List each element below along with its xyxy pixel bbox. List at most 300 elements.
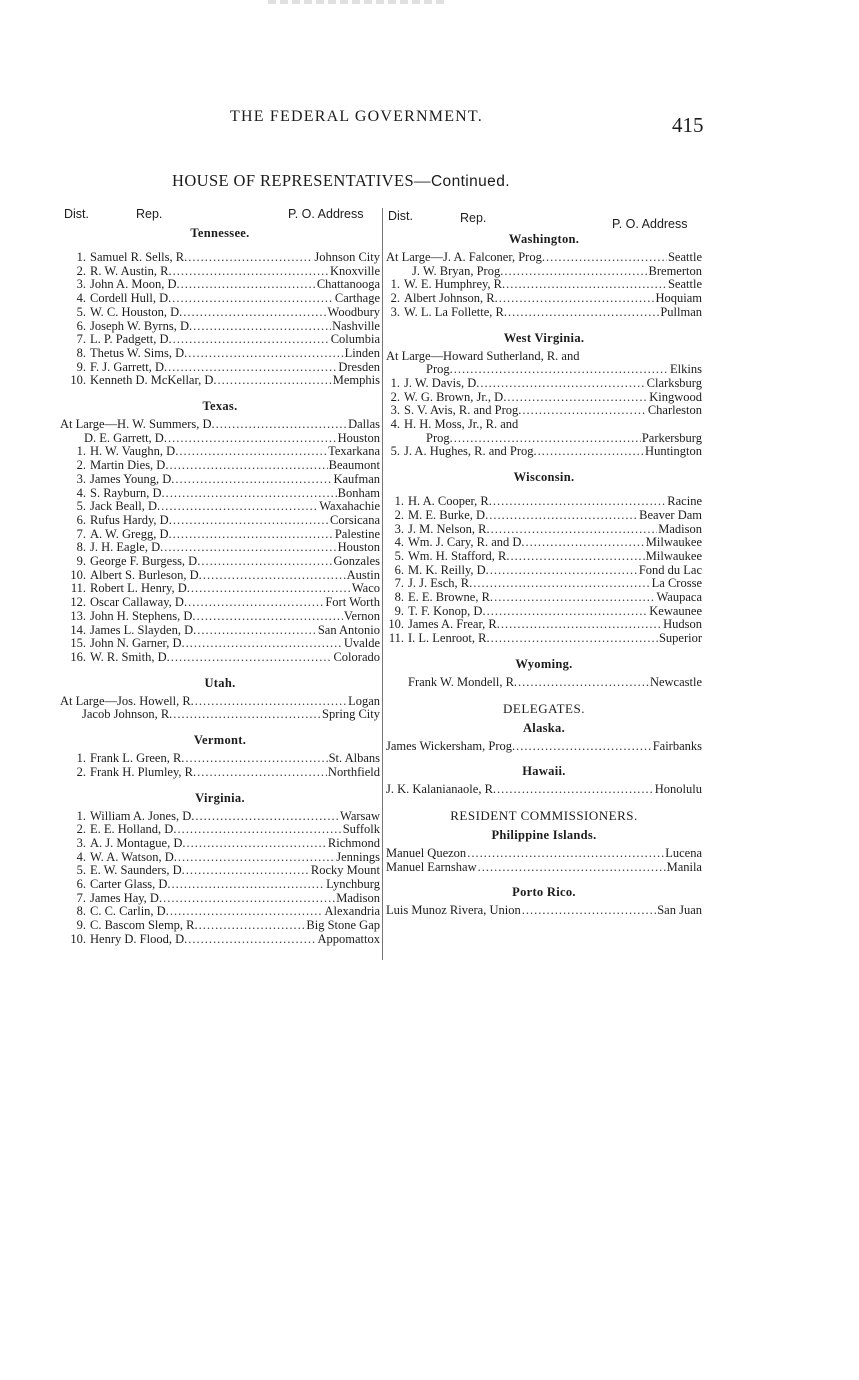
representative-name: Oscar Callaway, D. — [90, 595, 188, 610]
leader-dots — [170, 905, 324, 919]
district-number: 5. — [394, 548, 404, 563]
post-office: Milwaukee — [645, 535, 702, 550]
leader-dots — [518, 676, 649, 690]
list-item — [60, 459, 380, 473]
representative-name: H. H. Moss, Jr., R. and — [404, 417, 519, 432]
list-item — [60, 306, 380, 320]
representative-name: Henry D. Flood, D. — [90, 931, 188, 946]
post-office: Nashville — [332, 318, 380, 333]
post-office: Memphis — [332, 373, 380, 388]
list-item — [60, 695, 380, 709]
post-office: Vernon — [343, 608, 380, 623]
leader-dots — [507, 391, 648, 405]
representative-name: T. F. Konop, D. — [408, 603, 486, 618]
list-item — [386, 861, 702, 875]
list-item — [60, 569, 380, 583]
philippines-list — [386, 847, 702, 874]
running-head: THE FEDERAL GOVERNMENT. — [230, 108, 483, 125]
list-item — [60, 418, 380, 432]
post-office: St. Albans — [328, 751, 380, 766]
representative-name: At Large—Howard Sutherland, R. and — [386, 348, 580, 363]
district-number: 6. — [76, 877, 86, 892]
list-item — [60, 374, 380, 388]
district-number: 7. — [394, 576, 404, 591]
right-po-header: P. O. Address — [612, 217, 688, 231]
representative-name: J. H. Eagle, D. — [90, 540, 164, 555]
representative-name: James Hay, D. — [90, 890, 163, 905]
post-office: Fond du Lac — [638, 562, 702, 577]
representative-name: John H. Stephens, D. — [90, 608, 196, 623]
representative-name: A. W. Gregg, D. — [90, 526, 172, 541]
list-item — [60, 919, 380, 933]
leader-dots — [499, 292, 655, 306]
post-office: Austin — [346, 567, 380, 582]
post-office: Kingwood — [649, 389, 702, 404]
representative-name: C. C. Carlin, D. — [90, 904, 169, 919]
representative-name: At Large—J. A. Falconer, Prog. — [386, 250, 545, 264]
list-item — [60, 766, 380, 780]
list-item — [60, 555, 380, 569]
leader-dots — [538, 445, 644, 459]
leader-dots — [193, 320, 331, 334]
district-number: 1. — [394, 494, 404, 509]
leader-dots — [163, 892, 335, 906]
district-number: 2. — [76, 764, 86, 779]
district-number: 8. — [394, 590, 404, 605]
leader-dots — [487, 605, 649, 619]
district-number: 6. — [76, 512, 86, 527]
post-office: Beaver Dam — [639, 507, 702, 522]
leader-dots — [178, 851, 335, 865]
district-number: 5. — [76, 304, 86, 319]
post-office: Waco — [351, 581, 380, 596]
leader-dots — [188, 933, 316, 947]
post-office: Spring City — [322, 707, 380, 722]
district-number: 7. — [76, 526, 86, 541]
list-item — [60, 651, 380, 665]
district-number: 2. — [394, 507, 404, 522]
district-number: 3. — [394, 521, 404, 536]
post-office: San Juan — [657, 903, 702, 918]
post-office: Pullman — [660, 304, 702, 319]
district-number: 2. — [76, 263, 86, 278]
post-office: Charleston — [647, 403, 702, 418]
representative-name: Frank H. Plumley, R. — [90, 764, 197, 779]
district-number: 1. — [390, 277, 400, 292]
post-office: Johnson City — [314, 250, 380, 264]
district-number: 9. — [394, 603, 404, 618]
list-item — [386, 278, 702, 292]
list-item — [60, 582, 380, 596]
representative-name: H. W. Vaughn, D. — [90, 444, 179, 459]
district-number: 1. — [76, 808, 86, 823]
post-office: Seattle — [667, 277, 702, 292]
list-item — [60, 823, 380, 837]
post-office: Beaumont — [328, 458, 380, 473]
state-heading-wyoming: Wyoming. — [515, 656, 573, 671]
list-item — [386, 577, 702, 591]
representative-name: At Large—Jos. Howell, R. — [60, 693, 194, 708]
leader-dots — [506, 278, 667, 292]
representative-name: Wm. J. Cary, R. and D. — [408, 535, 525, 550]
leader-dots — [522, 904, 656, 918]
representative-name: E. W. Saunders, D. — [90, 863, 185, 878]
left-column — [60, 226, 380, 947]
state-heading-washington: Washington. — [508, 232, 580, 246]
representative-name: W. G. Brown, Jr., D. — [404, 389, 507, 404]
list-item — [60, 878, 380, 892]
list-item — [60, 265, 380, 279]
district-number: 1. — [390, 375, 400, 390]
texas-list — [60, 418, 380, 665]
district-number: 1. — [76, 250, 86, 264]
list-item — [60, 487, 380, 501]
leader-dots — [195, 695, 347, 709]
leader-dots — [203, 569, 346, 583]
list-item — [60, 278, 380, 292]
state-heading-porto-rico: Porto Rico. — [512, 885, 576, 900]
representative-name: Manuel Quezon — [386, 845, 467, 860]
post-office: Columbia — [330, 332, 380, 347]
list-item — [386, 564, 702, 578]
district-number: 12. — [70, 595, 86, 610]
representative-name: S. V. Avis, R. and Prog. — [404, 403, 522, 418]
district-number: 6. — [76, 318, 86, 333]
representative-name: W. A. Watson, D. — [90, 849, 177, 864]
representative-name: George F. Burgess, D. — [90, 554, 201, 569]
post-office: Dresden — [338, 359, 380, 374]
post-office: Knoxville — [330, 263, 380, 278]
list-item — [386, 418, 702, 432]
leader-dots — [516, 740, 652, 754]
leader-dots — [199, 919, 306, 933]
leader-dots — [497, 783, 654, 797]
representative-name: Prog. — [426, 430, 453, 445]
representative-name: S. Rayburn, D. — [90, 485, 165, 500]
district-number: 8. — [76, 904, 86, 919]
list-item — [60, 347, 380, 361]
district-number: 8. — [76, 540, 86, 555]
district-number: 9. — [76, 554, 86, 569]
post-office: Fairbanks — [652, 738, 702, 753]
district-number: 11. — [388, 631, 404, 646]
district-number: 3. — [76, 277, 86, 292]
district-number: 11. — [70, 581, 86, 596]
leader-dots — [173, 528, 334, 542]
list-item — [386, 618, 702, 632]
leader-dots — [179, 445, 327, 459]
representative-name: Frank W. Mondell, R. — [408, 674, 518, 689]
representative-name: R. W. Austin, R. — [90, 263, 172, 278]
post-office: Madison — [336, 890, 380, 905]
leader-dots — [454, 363, 669, 377]
leader-dots — [171, 651, 333, 665]
representative-name: Prog. — [426, 362, 453, 377]
post-office: Waupaca — [656, 590, 702, 605]
post-office: Appomattox — [317, 931, 380, 946]
leader-dots — [480, 377, 645, 391]
post-office: Uvalde — [343, 636, 380, 651]
post-office: Linden — [344, 345, 380, 360]
post-office: Lynchburg — [326, 877, 380, 892]
list-item — [60, 541, 380, 555]
alaska-list — [386, 740, 702, 754]
leader-dots — [526, 536, 645, 550]
list-item — [60, 432, 380, 446]
representative-name: Frank L. Green, R. — [90, 751, 185, 766]
leader-dots — [188, 347, 343, 361]
list-item — [60, 500, 380, 514]
post-office: Houston — [337, 430, 380, 445]
district-number: 1. — [76, 751, 86, 766]
leader-dots — [493, 495, 666, 509]
representative-name: Joseph W. Byrns, D. — [90, 318, 193, 333]
representative-name: W. R. Smith, D. — [90, 649, 170, 664]
list-item — [386, 265, 702, 279]
leader-dots — [467, 847, 664, 861]
leader-dots — [490, 564, 638, 578]
representative-name: L. P. Padgett, D. — [90, 332, 172, 347]
post-office: Colorado — [333, 649, 380, 664]
post-office: Chattanooga — [316, 277, 380, 292]
district-number: 3. — [76, 835, 86, 850]
list-item — [386, 251, 702, 265]
representative-name: John A. Moon, D. — [90, 277, 180, 292]
representative-name: E. E. Browne, R. — [408, 590, 494, 605]
post-office: Big Stone Gap — [306, 918, 380, 933]
representative-name: James L. Slayden, D. — [90, 622, 197, 637]
district-number: 3. — [390, 403, 400, 418]
representative-name: Carter Glass, D. — [90, 877, 171, 892]
list-item — [386, 495, 702, 509]
district-number: 7. — [76, 332, 86, 347]
vermont-list — [60, 752, 380, 779]
post-office: Bonham — [337, 485, 380, 500]
leader-dots — [478, 861, 666, 875]
list-item — [60, 333, 380, 347]
leader-dots — [216, 418, 347, 432]
representative-name: M. E. Burke, D. — [408, 507, 489, 522]
list-item — [386, 363, 702, 377]
right-dist-header: Dist. — [388, 209, 413, 223]
list-item — [60, 810, 380, 824]
post-office: Gonzales — [333, 554, 380, 569]
washington-list — [386, 251, 702, 320]
leader-dots — [172, 292, 334, 306]
district-number: 4. — [76, 849, 86, 864]
post-office: La Crosse — [651, 576, 702, 591]
list-item — [386, 783, 702, 797]
district-number: 6. — [394, 562, 404, 577]
district-number: 16. — [70, 649, 86, 664]
list-item — [60, 610, 380, 624]
post-office: Huntington — [645, 444, 702, 459]
virginia-list — [60, 810, 380, 947]
list-item — [386, 632, 702, 646]
list-item — [386, 523, 702, 537]
state-heading-philippines: Philippine Islands. — [491, 827, 597, 842]
leader-dots — [546, 251, 667, 265]
state-heading-wisconsin: Wisconsin. — [513, 470, 575, 485]
leader-dots — [489, 509, 638, 523]
representative-name: J. A. Hughes, R. and Prog. — [404, 444, 537, 459]
list-item — [60, 864, 380, 878]
leader-dots — [168, 361, 337, 375]
list-item — [386, 377, 702, 391]
post-office: Dallas — [348, 417, 380, 432]
district-number: 5. — [390, 444, 400, 459]
representative-name: Luis Munoz Rivera, Union — [386, 903, 521, 918]
commissioners-heading: RESIDENT COMMISSIONERS. — [450, 807, 638, 823]
list-item — [386, 605, 702, 619]
district-number: 4. — [390, 417, 400, 432]
scan-artifact — [268, 0, 448, 4]
section-title — [172, 171, 510, 191]
leader-dots — [473, 577, 650, 591]
state-heading-virginia: Virginia. — [195, 790, 245, 805]
post-office: Parkersburg — [641, 430, 702, 445]
representative-name: W. E. Humphrey, R. — [404, 277, 506, 292]
representative-name: M. K. Reilly, D. — [408, 562, 489, 577]
representative-name: W. L. La Follette, R. — [404, 304, 507, 319]
leader-dots — [504, 265, 647, 279]
representative-name: Samuel R. Sells, R. — [90, 250, 188, 264]
district-number: 10. — [70, 567, 86, 582]
state-heading-west-virginia: West Virginia. — [503, 330, 585, 345]
district-number: 14. — [70, 622, 86, 637]
wisconsin-list — [386, 495, 702, 646]
leader-dots — [185, 752, 327, 766]
leader-dots — [522, 404, 646, 418]
state-heading-tennessee: Tennessee. — [190, 226, 250, 240]
utah-list — [60, 695, 380, 722]
left-rep-header: Rep. — [136, 207, 163, 221]
district-number: 15. — [70, 636, 86, 651]
leader-dots — [173, 333, 330, 347]
left-po-header: P. O. Address — [288, 207, 364, 221]
list-item — [386, 509, 702, 523]
post-office: Bremerton — [648, 263, 702, 278]
post-office: Newcastle — [649, 674, 702, 689]
leader-dots — [175, 473, 332, 487]
list-item — [386, 432, 702, 446]
representative-name: James Wickersham, Prog. — [386, 738, 516, 753]
leader-dots — [454, 432, 641, 446]
leader-dots — [188, 251, 313, 265]
representative-name: J. M. Nelson, R. — [408, 521, 490, 536]
list-item — [60, 514, 380, 528]
post-office: Carthage — [334, 291, 380, 306]
district-number: 9. — [76, 359, 86, 374]
leader-dots — [181, 278, 316, 292]
leader-dots — [173, 265, 329, 279]
list-item — [60, 708, 380, 722]
post-office: Houston — [337, 540, 380, 555]
district-number: 2. — [390, 389, 400, 404]
list-item — [386, 306, 702, 320]
page-number: 415 — [672, 113, 704, 137]
list-item — [60, 624, 380, 638]
post-office: Lucena — [665, 845, 702, 860]
section-title-continued: Continued. — [430, 173, 510, 190]
representative-name: J. J. Esch, R. — [408, 576, 473, 591]
post-office: Richmond — [327, 835, 380, 850]
state-heading-texas: Texas. — [202, 399, 238, 414]
leader-dots — [164, 541, 336, 555]
state-heading-utah: Utah. — [204, 675, 236, 690]
list-item — [386, 591, 702, 605]
leader-dots — [186, 837, 326, 851]
representative-name: W. C. Houston, D. — [90, 304, 183, 319]
west-virginia-list — [386, 350, 702, 460]
post-office: Palestine — [334, 526, 380, 541]
leader-dots — [491, 632, 658, 646]
list-item — [60, 905, 380, 919]
representative-name: Rufus Hardy, D. — [90, 512, 172, 527]
list-item — [60, 596, 380, 610]
district-number: 4. — [76, 485, 86, 500]
district-number: 7. — [76, 890, 86, 905]
list-item — [386, 740, 702, 754]
post-office: Northfield — [327, 764, 380, 779]
list-item — [386, 404, 702, 418]
representative-name: J. W. Davis, D. — [404, 375, 480, 390]
leader-dots — [494, 591, 655, 605]
representative-name: E. E. Holland, D. — [90, 822, 177, 837]
representative-name: Albert Johnson, R. — [404, 291, 498, 306]
list-item — [60, 752, 380, 766]
district-number: 5. — [76, 499, 86, 514]
post-office: Elkins — [670, 362, 702, 377]
state-heading-vermont: Vermont. — [193, 733, 247, 748]
post-office: Milwaukee — [645, 548, 702, 563]
representative-name: J. K. Kalanianaole, R. — [386, 782, 497, 797]
post-office: Woodbury — [327, 304, 380, 319]
post-office: Honolulu — [654, 782, 702, 797]
leader-dots — [173, 514, 329, 528]
leader-dots — [173, 708, 321, 722]
column-divider — [382, 208, 383, 960]
post-office: Superior — [658, 631, 702, 646]
hawaii-list — [386, 783, 702, 797]
representative-name: At Large—H. W. Summers, D. — [60, 417, 215, 432]
list-item — [60, 251, 380, 265]
leader-dots — [191, 582, 351, 596]
post-office: Hoquiam — [655, 291, 702, 306]
leader-dots — [197, 766, 327, 780]
representative-name: William A. Jones, D. — [90, 808, 195, 823]
leader-dots — [508, 306, 659, 320]
leader-dots — [166, 487, 337, 501]
wyoming-list — [386, 676, 702, 690]
representative-name: Jacob Johnson, R. — [82, 707, 173, 722]
representative-name: D. E. Garrett, D. — [84, 430, 167, 445]
section-title-main: HOUSE OF REPRESENTATIVES— — [172, 171, 431, 190]
post-office: Waxahachie — [319, 499, 380, 514]
leader-dots — [195, 810, 339, 824]
list-item — [386, 350, 702, 364]
representative-name: A. J. Montague, D. — [90, 835, 186, 850]
post-office: Kewaunee — [649, 603, 702, 618]
list-item — [60, 320, 380, 334]
post-office: Madison — [658, 521, 702, 536]
representative-name: Martin Dies, D. — [90, 458, 169, 473]
post-office: Fort Worth — [325, 595, 380, 610]
district-number: 1. — [76, 444, 86, 459]
leader-dots — [511, 550, 645, 564]
leader-dots — [188, 596, 324, 610]
list-item — [386, 847, 702, 861]
